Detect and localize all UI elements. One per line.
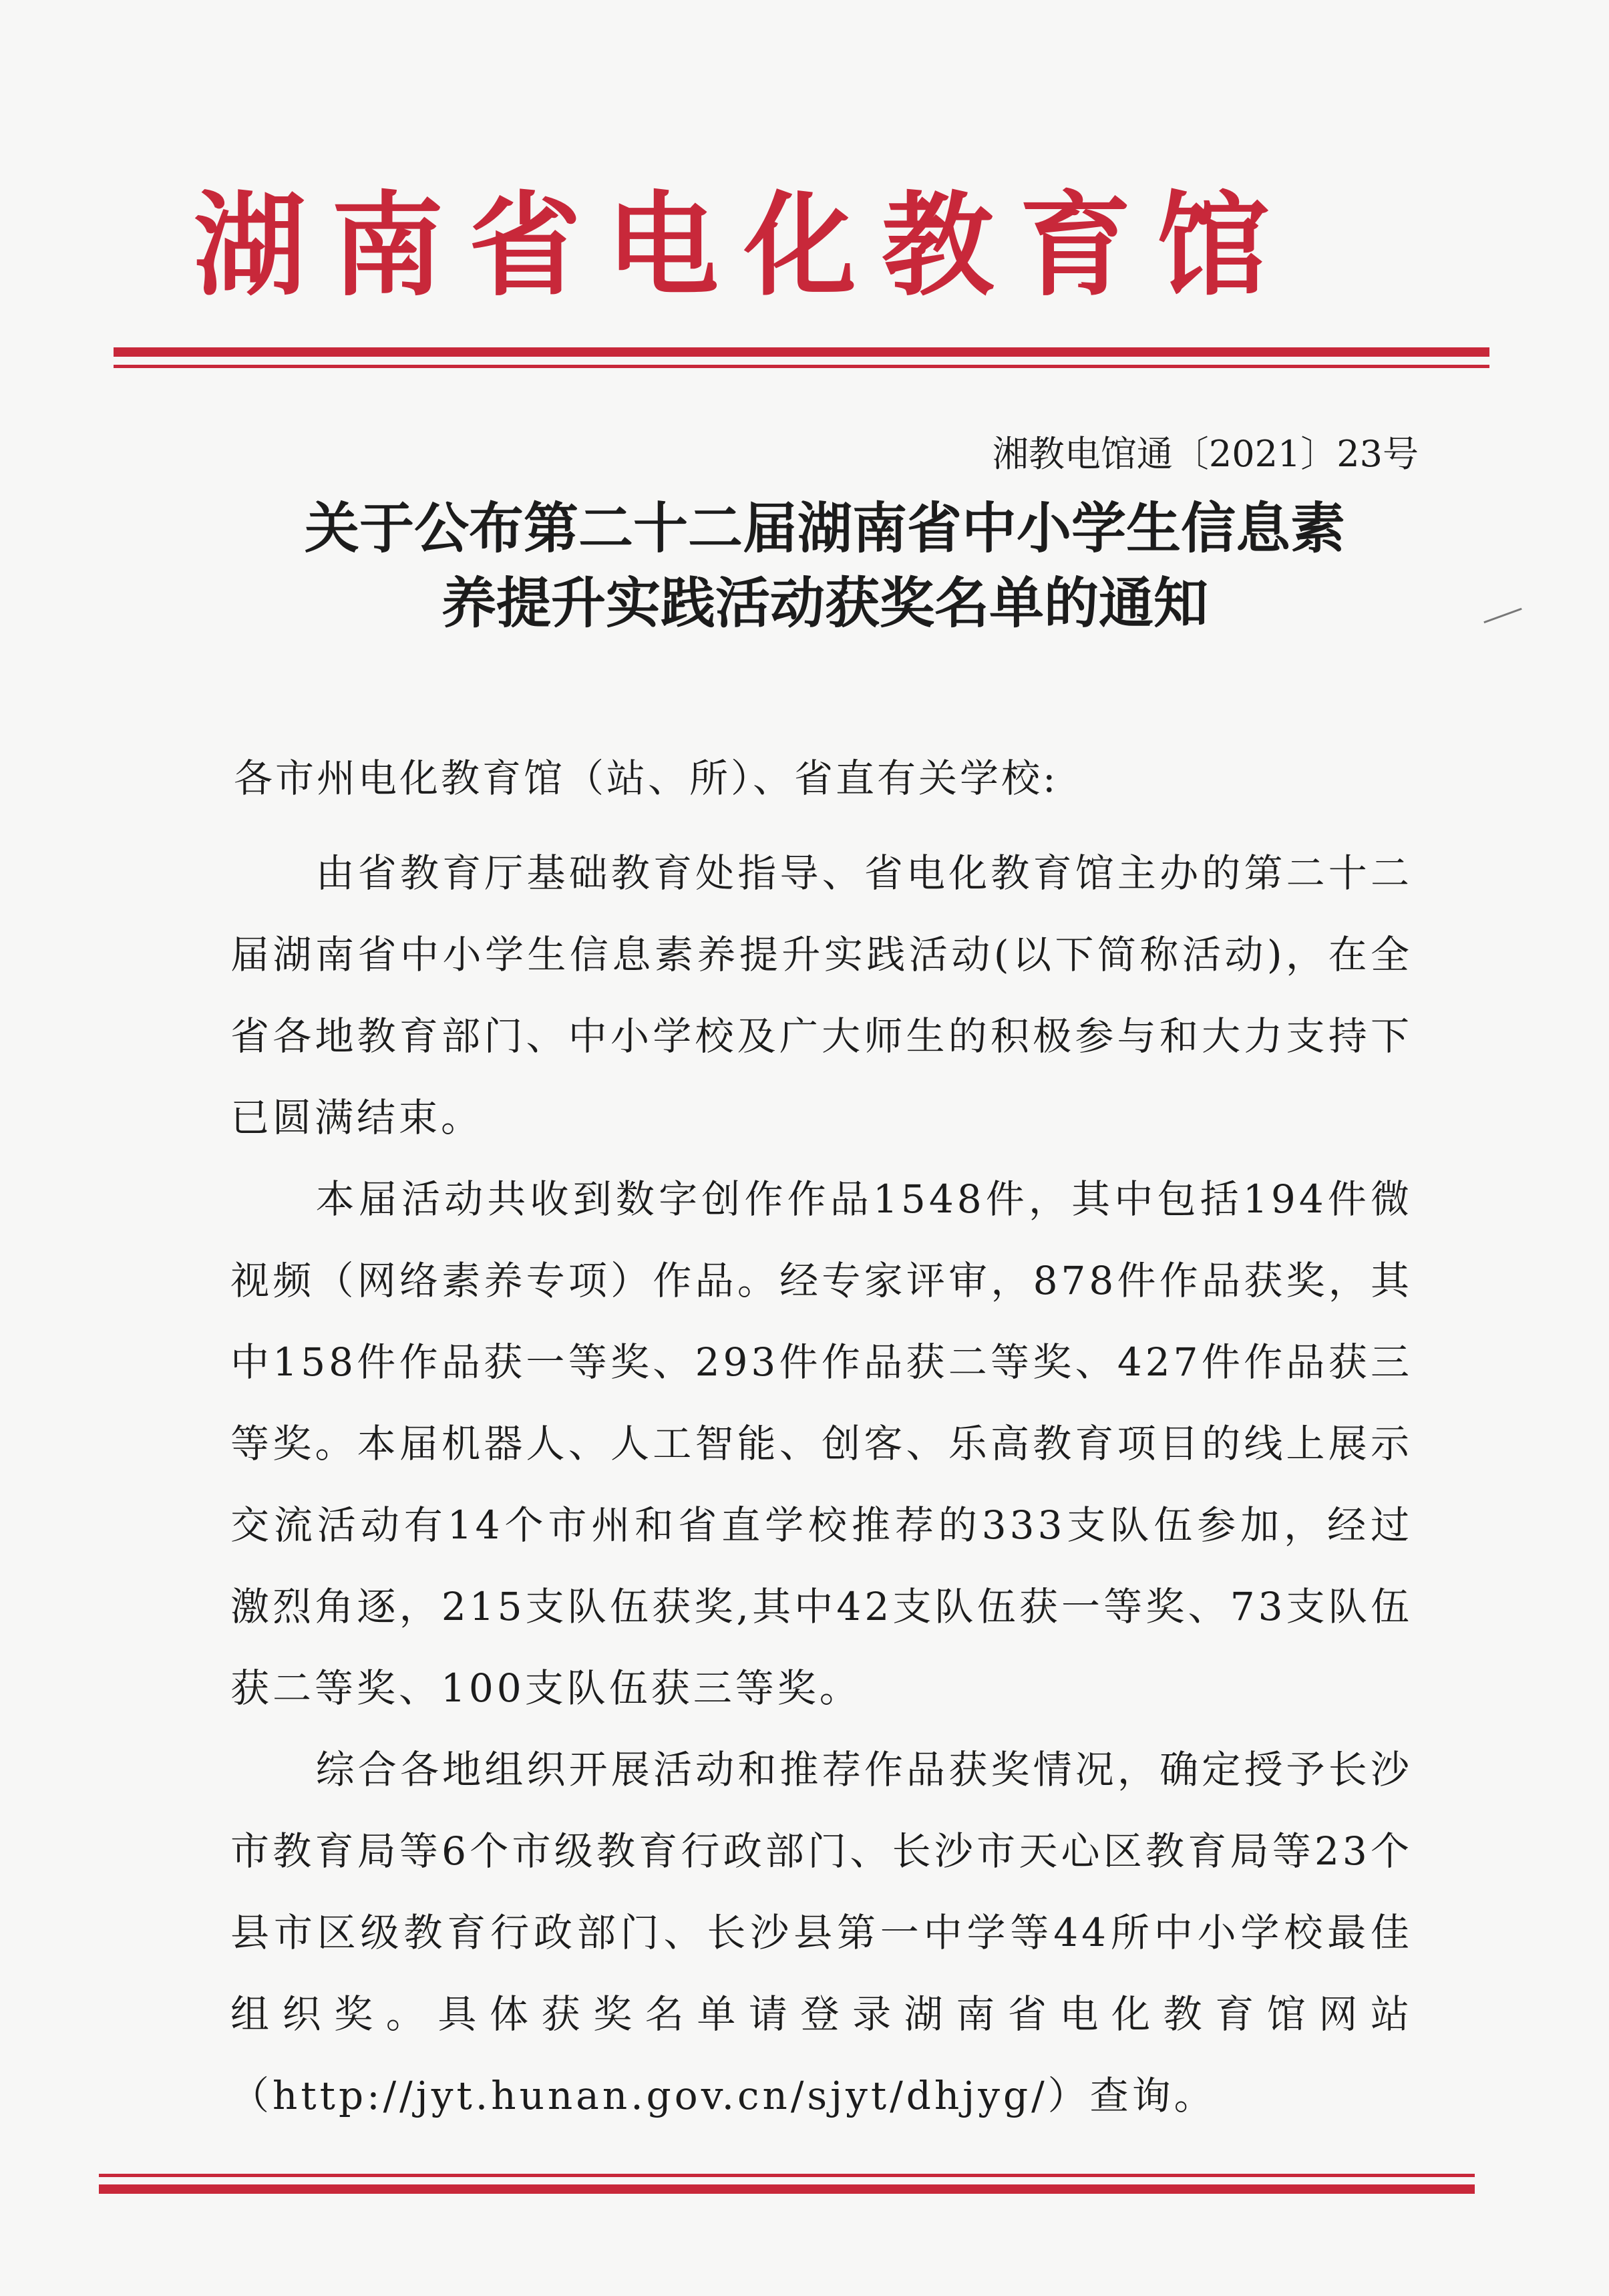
org-title: 湖南省电化教育馆 [194, 180, 1294, 311]
paragraph-1: 由省教育厅基础教育处指导、省电化教育馆主办的第二十二届湖南省中小学生信息素养提升实践活动(以下简称活动)，在全省各地教育部门、中小学校及广大师生的积极参与和大力支持下已圆满结束。 [230, 850, 1413, 1140]
footer-rule-thick [99, 2184, 1475, 2194]
body-text [230, 832, 1413, 2136]
salutation: 各市州电化教育馆（站、所）、省直有关学校: [234, 756, 1059, 801]
paragraph-2: 本届活动共收到数字创作作品1548件，其中包括194件微视频（网络素养专项）作品。经专家评审，878件作品获奖，其中158件作品获一等奖、293件作品获二等奖、427件作品获三等奖。本届机器人、人工智能、创客、乐高教育项目的线上展示交流活动有14个市州和省直学校推荐的333支队伍参加，经过激烈角逐，215支队伍获奖,其中42支队伍获一等奖、73支队伍获二等奖、100支队伍获三等奖。 [230, 1176, 1413, 1711]
document-number: 湘教电馆通〔2021〕23号 [992, 433, 1419, 475]
notice-title-line-2: 养提升实践活动获奖名单的通知 [441, 571, 1208, 635]
header-rule-thick [114, 347, 1489, 357]
paragraph-3: 综合各地组织开展活动和推荐作品获奖情况，确定授予长沙市教育局等6个市级教育行政部门、长沙市天心区教育局等23个县市区级教育行政部门、长沙县第一中学等44所中小学校最佳组织奖。具体获奖名单请登录湖南省电化教育馆网站（http://jyt.hunan.gov.cn/sjyt/dhjyg/）查询。 [230, 1747, 1413, 2118]
notice-title [200, 491, 1449, 641]
footer-rule-thin [99, 2174, 1475, 2177]
notice-title-line-1: 关于公布第二十二届湖南省中小学生信息素 [304, 496, 1345, 560]
pen-mark [1483, 608, 1522, 623]
header-rule-thin [114, 365, 1489, 368]
